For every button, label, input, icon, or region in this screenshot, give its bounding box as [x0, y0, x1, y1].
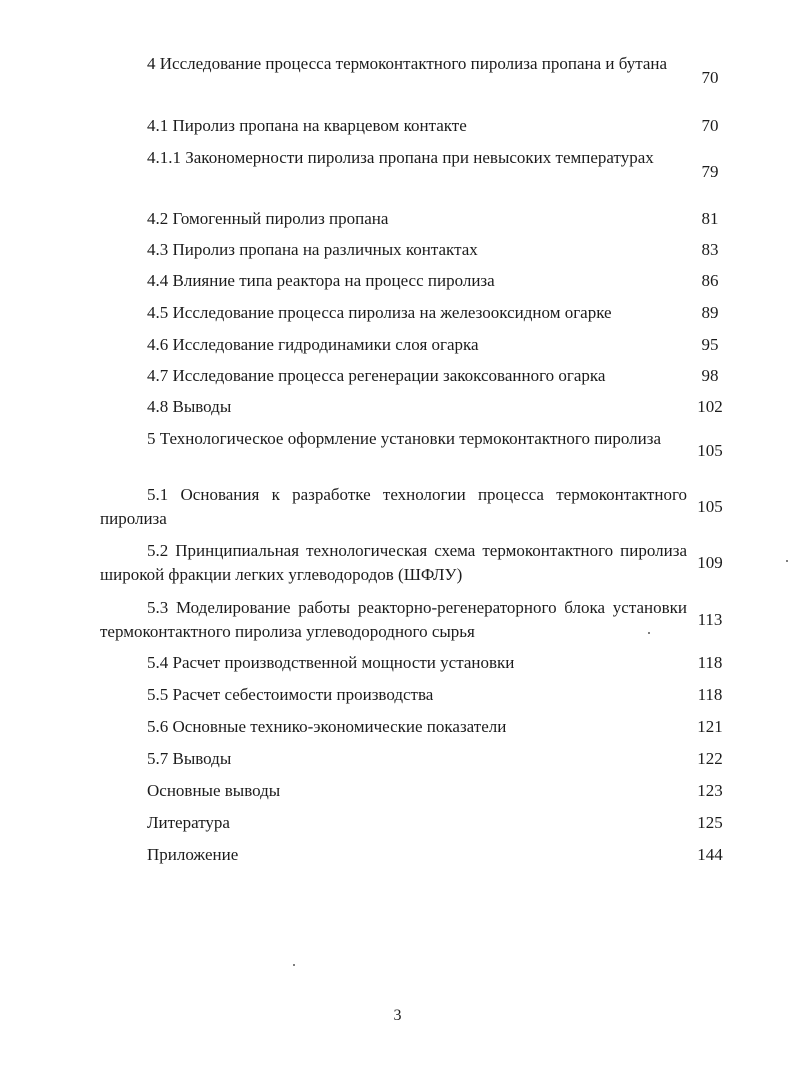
toc-entry-page: 109 — [697, 553, 723, 572]
toc-entry-title: 4.1.1 Закономерности пиролиза пропана при невысоких температурах — [147, 148, 654, 167]
toc-entry-page: 81 — [701, 209, 719, 228]
toc-entry-title: 5.5 Расчет себестоимости производства — [147, 685, 434, 704]
toc-entry-page: 70 — [701, 68, 719, 87]
scan-speck — [786, 560, 788, 562]
toc-entry-page: 123 — [697, 781, 723, 800]
toc-entry-page: 89 — [701, 303, 719, 322]
toc-entry-title: 5.2 Принципиальная технологическая схема термоконтактного пиролиза широкой фракции легких углеводородов (ШФЛУ) — [100, 541, 687, 584]
toc-entry-title: 4.1 Пиролиз пропана на кварцевом контакте — [147, 116, 467, 135]
toc-entry-title: 4.6 Исследование гидродинамики слоя огарка — [147, 335, 479, 354]
toc-entry-title: 4.5 Исследование процесса пиролиза на железооксидном огарке — [147, 303, 612, 322]
toc-entry-title: 4 Исследование процесса термоконтактного пиролиза пропана и бутана — [147, 54, 668, 73]
toc-entry-page: 98 — [701, 366, 719, 385]
scan-speck — [648, 632, 650, 634]
toc-entry-page: 105 — [697, 497, 723, 516]
toc-entry-title: 5.4 Расчет производственной мощности установки — [147, 653, 515, 672]
toc-entry-title: Основные выводы — [147, 781, 281, 800]
toc-entry-page: 118 — [697, 653, 723, 672]
toc-entry-page: 70 — [701, 116, 719, 135]
toc-entry-page: 118 — [697, 685, 723, 704]
toc-entry-title: 5.3 Моделирование работы реакторно-регенераторного блока установки термоконтактного пиролиза углеводородного сырья — [100, 598, 687, 641]
scan-speck — [293, 964, 295, 966]
toc-entry-title: 5.6 Основные технико-экономические показатели — [147, 717, 507, 736]
toc-entry-title: Приложение — [147, 845, 239, 864]
toc-entry-title: Литература — [147, 813, 230, 832]
toc-entry-title: 5 Технологическое оформление установки термоконтактного пиролиза — [147, 429, 662, 448]
toc-entry-title: 4.8 Выводы — [147, 397, 232, 416]
toc-entry-title: 4.4 Влияние типа реактора на процесс пиролиза — [147, 271, 495, 290]
toc-entry-page: 102 — [697, 397, 723, 416]
toc-entry-title: 5.1 Основания к разработке технологии процесса термоконтактного пиролиза — [100, 485, 687, 528]
toc-entry-page: 125 — [697, 813, 723, 832]
toc-entry-page: 95 — [701, 335, 719, 354]
toc-entry-page: 122 — [697, 749, 723, 768]
page-number: 3 — [393, 1007, 402, 1024]
toc-entry-page: 83 — [701, 240, 719, 259]
toc-entry-page: 113 — [697, 610, 723, 629]
toc-entry-page: 121 — [697, 717, 723, 736]
toc-entry-page: 86 — [701, 271, 719, 290]
toc-entry-title: 5.7 Выводы — [147, 749, 232, 768]
toc-entry-page: 79 — [701, 162, 719, 181]
toc-entry-title: 4.2 Гомогенный пиролиз пропана — [147, 209, 389, 228]
toc-entry-title: 4.7 Исследование процесса регенерации закоксованного огарка — [147, 366, 606, 385]
toc-entry-page: 144 — [697, 845, 723, 864]
toc-entry-title: 4.3 Пиролиз пропана на различных контактах — [147, 240, 478, 259]
toc-entry-page: 105 — [697, 441, 723, 460]
